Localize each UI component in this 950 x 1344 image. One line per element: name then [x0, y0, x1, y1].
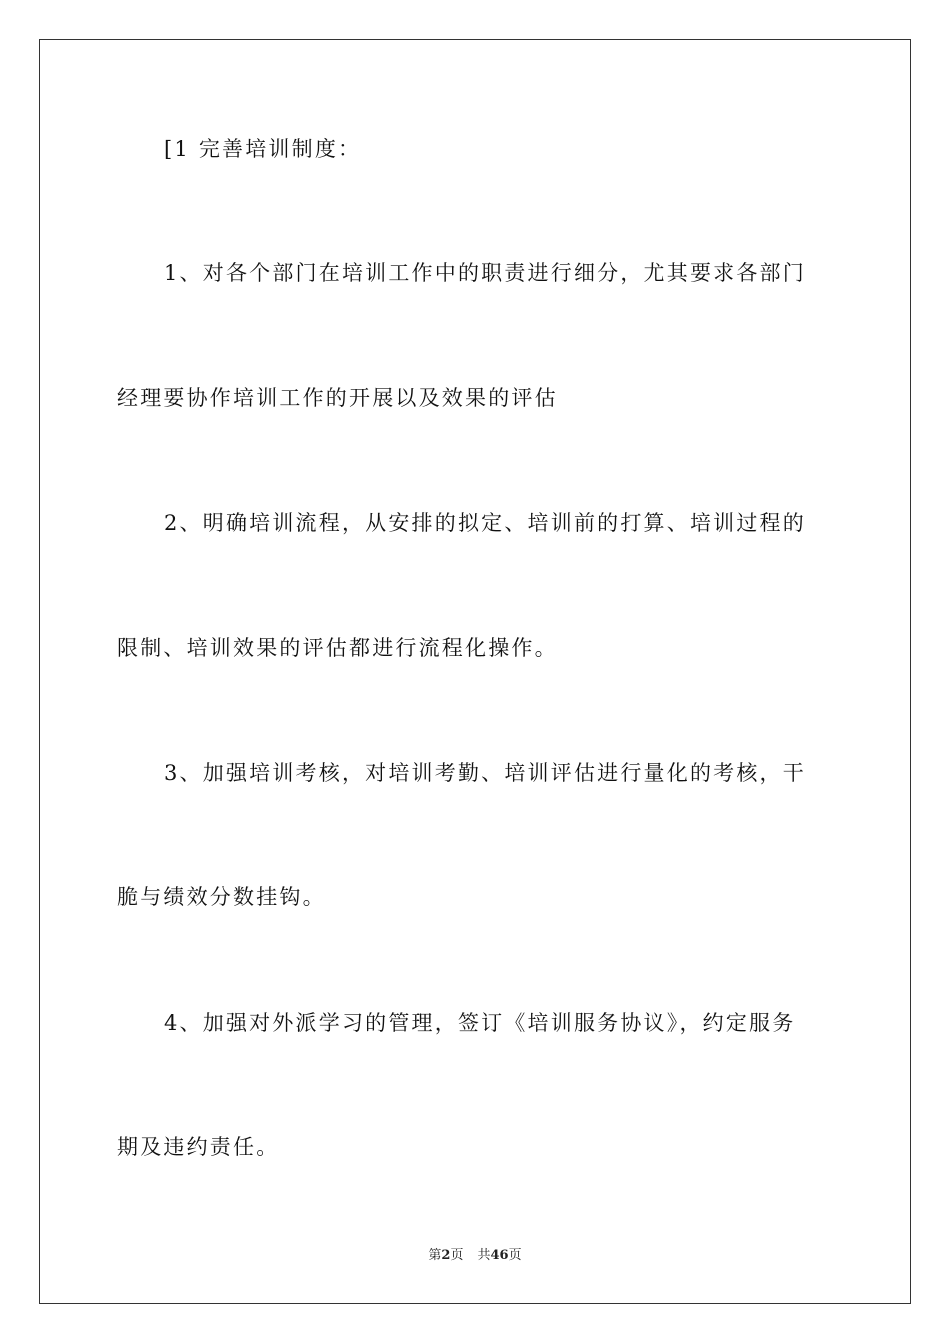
total-pages: 46 — [490, 1248, 509, 1263]
page-number: 2 — [441, 1248, 451, 1263]
total-prefix: 共 — [477, 1248, 491, 1263]
paragraph-line: 限制、培训效果的评估都进行流程化操作。 — [117, 636, 558, 660]
page-footer — [0, 1247, 950, 1265]
paragraph-line: 1、对各个部门在培训工作中的职责进行细分，尤其要求各部门 — [164, 261, 806, 285]
section-heading: [1 完善培训制度： — [164, 137, 362, 161]
paragraph-line: 4、加强对外派学习的管理，签订《培训服务协议》，约定服务 — [164, 1011, 796, 1035]
paragraph-line: 经理要协作培训工作的开展以及效果的评估 — [117, 386, 558, 410]
paragraph-line: 脆与绩效分数挂钩。 — [117, 885, 326, 909]
paragraph-line: 2、明确培训流程，从安排的拟定、培训前的打算、培训过程的 — [164, 511, 806, 535]
paragraph-line: 期及违约责任。 — [117, 1135, 280, 1159]
paragraph-line: 3、加强培训考核，对培训考勤、培训评估进行量化的考核，干 — [164, 761, 806, 785]
page-prefix: 第 — [428, 1248, 442, 1263]
page-border — [39, 39, 911, 1304]
page-suffix: 页 — [450, 1248, 464, 1263]
total-suffix: 页 — [508, 1248, 522, 1263]
